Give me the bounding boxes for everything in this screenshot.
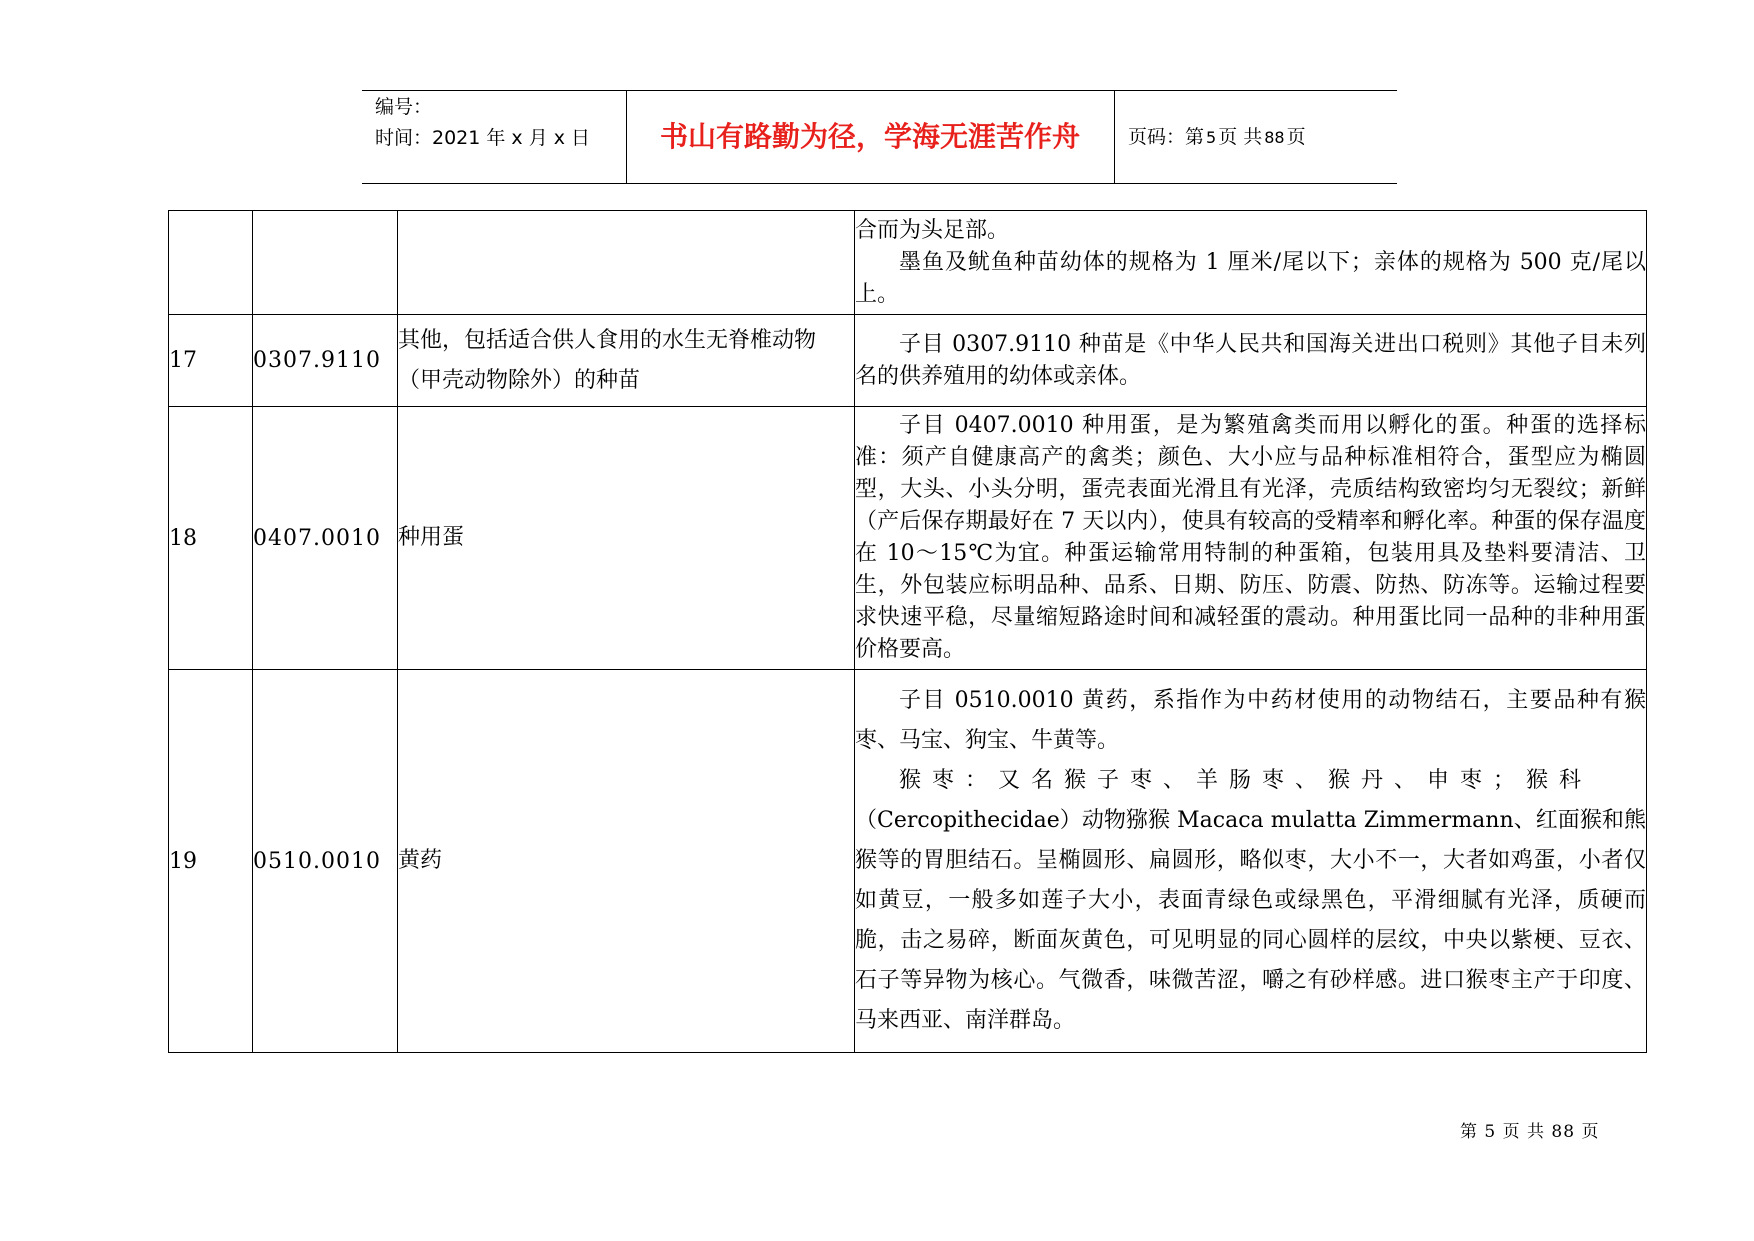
page-current: 5 [1206,128,1217,147]
date-label: 时间：2021 年 x 月 x 日 [375,127,591,149]
table-row [169,407,1647,670]
row-description [855,315,1647,407]
header-meta [375,92,590,154]
row-description [855,670,1647,1053]
row-code: 0510.0010 [253,670,398,1053]
row-code: 0407.0010 [253,407,398,670]
row-number: 17 [169,315,253,407]
description-paragraph: 子目 0307.9110 种苗是《中华人民共和国海关进出口税则》其他子目未列名的供养殖用的幼体或亲体。 [855,331,1646,389]
row-name: 其他，包括适合供人食用的水生无脊椎动物（甲壳动物除外）的种苗 [398,315,855,407]
table-row [169,315,1647,407]
page-prefix: 页码：第 [1128,126,1205,148]
table-row [169,670,1647,1053]
page-suffix: 页 [1286,126,1306,148]
row-name [398,211,855,315]
row-number: 19 [169,670,253,1053]
page-mid: 页 共 [1218,126,1263,148]
serial-number-label: 编号： [375,96,433,118]
row-name: 种用蛋 [398,407,855,670]
header-bottom-rule [362,183,1397,184]
header-divider-right [1114,90,1115,183]
row-number [169,211,253,315]
description-paragraph: 猴枣：又名猴子枣、羊肠枣、猴丹、申枣；猴科 [899,768,1593,793]
row-description [855,407,1647,670]
table-row [169,211,1647,315]
description-paragraph: 子目 0407.0010 种用蛋，是为繁殖禽类而用以孵化的蛋。种蛋的选择标准：须产自健康高产的禽类；颜色、大小应与品种标准相符合，蛋型应为椭圆型，大头、小头分明，蛋壳表面光滑且有光泽，壳质结构致密均匀无裂纹；新鲜（产后保存期最好在 7 天以内），使具有较高的受精率和孵化率。种蛋的保存温度在 10～15℃为宜。种蛋运输常用特制的种蛋箱，包装用具及垫料要清洁、卫生，外包装应标明品种、品系、日期、防压、防震、防热、防冻等。运输过程要求快速平稳，尽量缩短路途时间和减轻蛋的震动。种用蛋比同一品种的非种用蛋价格要高。 [855,413,1646,662]
page-footer: 第 5 页 共 88 页 [1460,1122,1600,1142]
row-number: 18 [169,407,253,670]
description-paragraph: 墨鱼及鱿鱼种苗幼体的规格为 1 厘米/尾以下；亲体的规格为 500 克/尾以上。 [855,249,1646,307]
description-paragraph: 子目 0510.0010 黄药，系指作为中药材使用的动物结石，主要品种有猴枣、马宝、狗宝、牛黄等。 [855,688,1646,753]
header-page-indicator [1128,121,1306,154]
header-motto: 书山有路勤为径，学海无涯苦作舟 [659,120,1080,153]
page-total: 88 [1264,128,1285,147]
row-name: 黄药 [398,670,855,1053]
row-code [253,211,398,315]
description-paragraph: （Cercopithecidae）动物猕猴 Macaca mulatta Zimmermann、红面猴和熊猴等的胃胆结石。呈椭圆形、扁圆形，略似枣，大小不一，大者如鸡蛋，小者仅如黄豆，一般多如莲子大小，表面青绿色或绿黑色，平滑细腻有光泽，质硬而脆，击之易碎，断面灰黄色，可见明显的同心圆样的层纹，中央以紫梗、豆衣、石子等异物为核心。气微香，味微苦涩，嚼之有砂样感。进口猴枣主产于印度、马来西亚、南洋群岛。 [855,808,1646,1033]
header-top-rule [362,90,1397,91]
description-paragraph: 合而为头足部。 [855,217,1010,243]
row-description [855,211,1647,315]
row-code: 0307.9110 [253,315,398,407]
tariff-table [168,210,1647,1053]
